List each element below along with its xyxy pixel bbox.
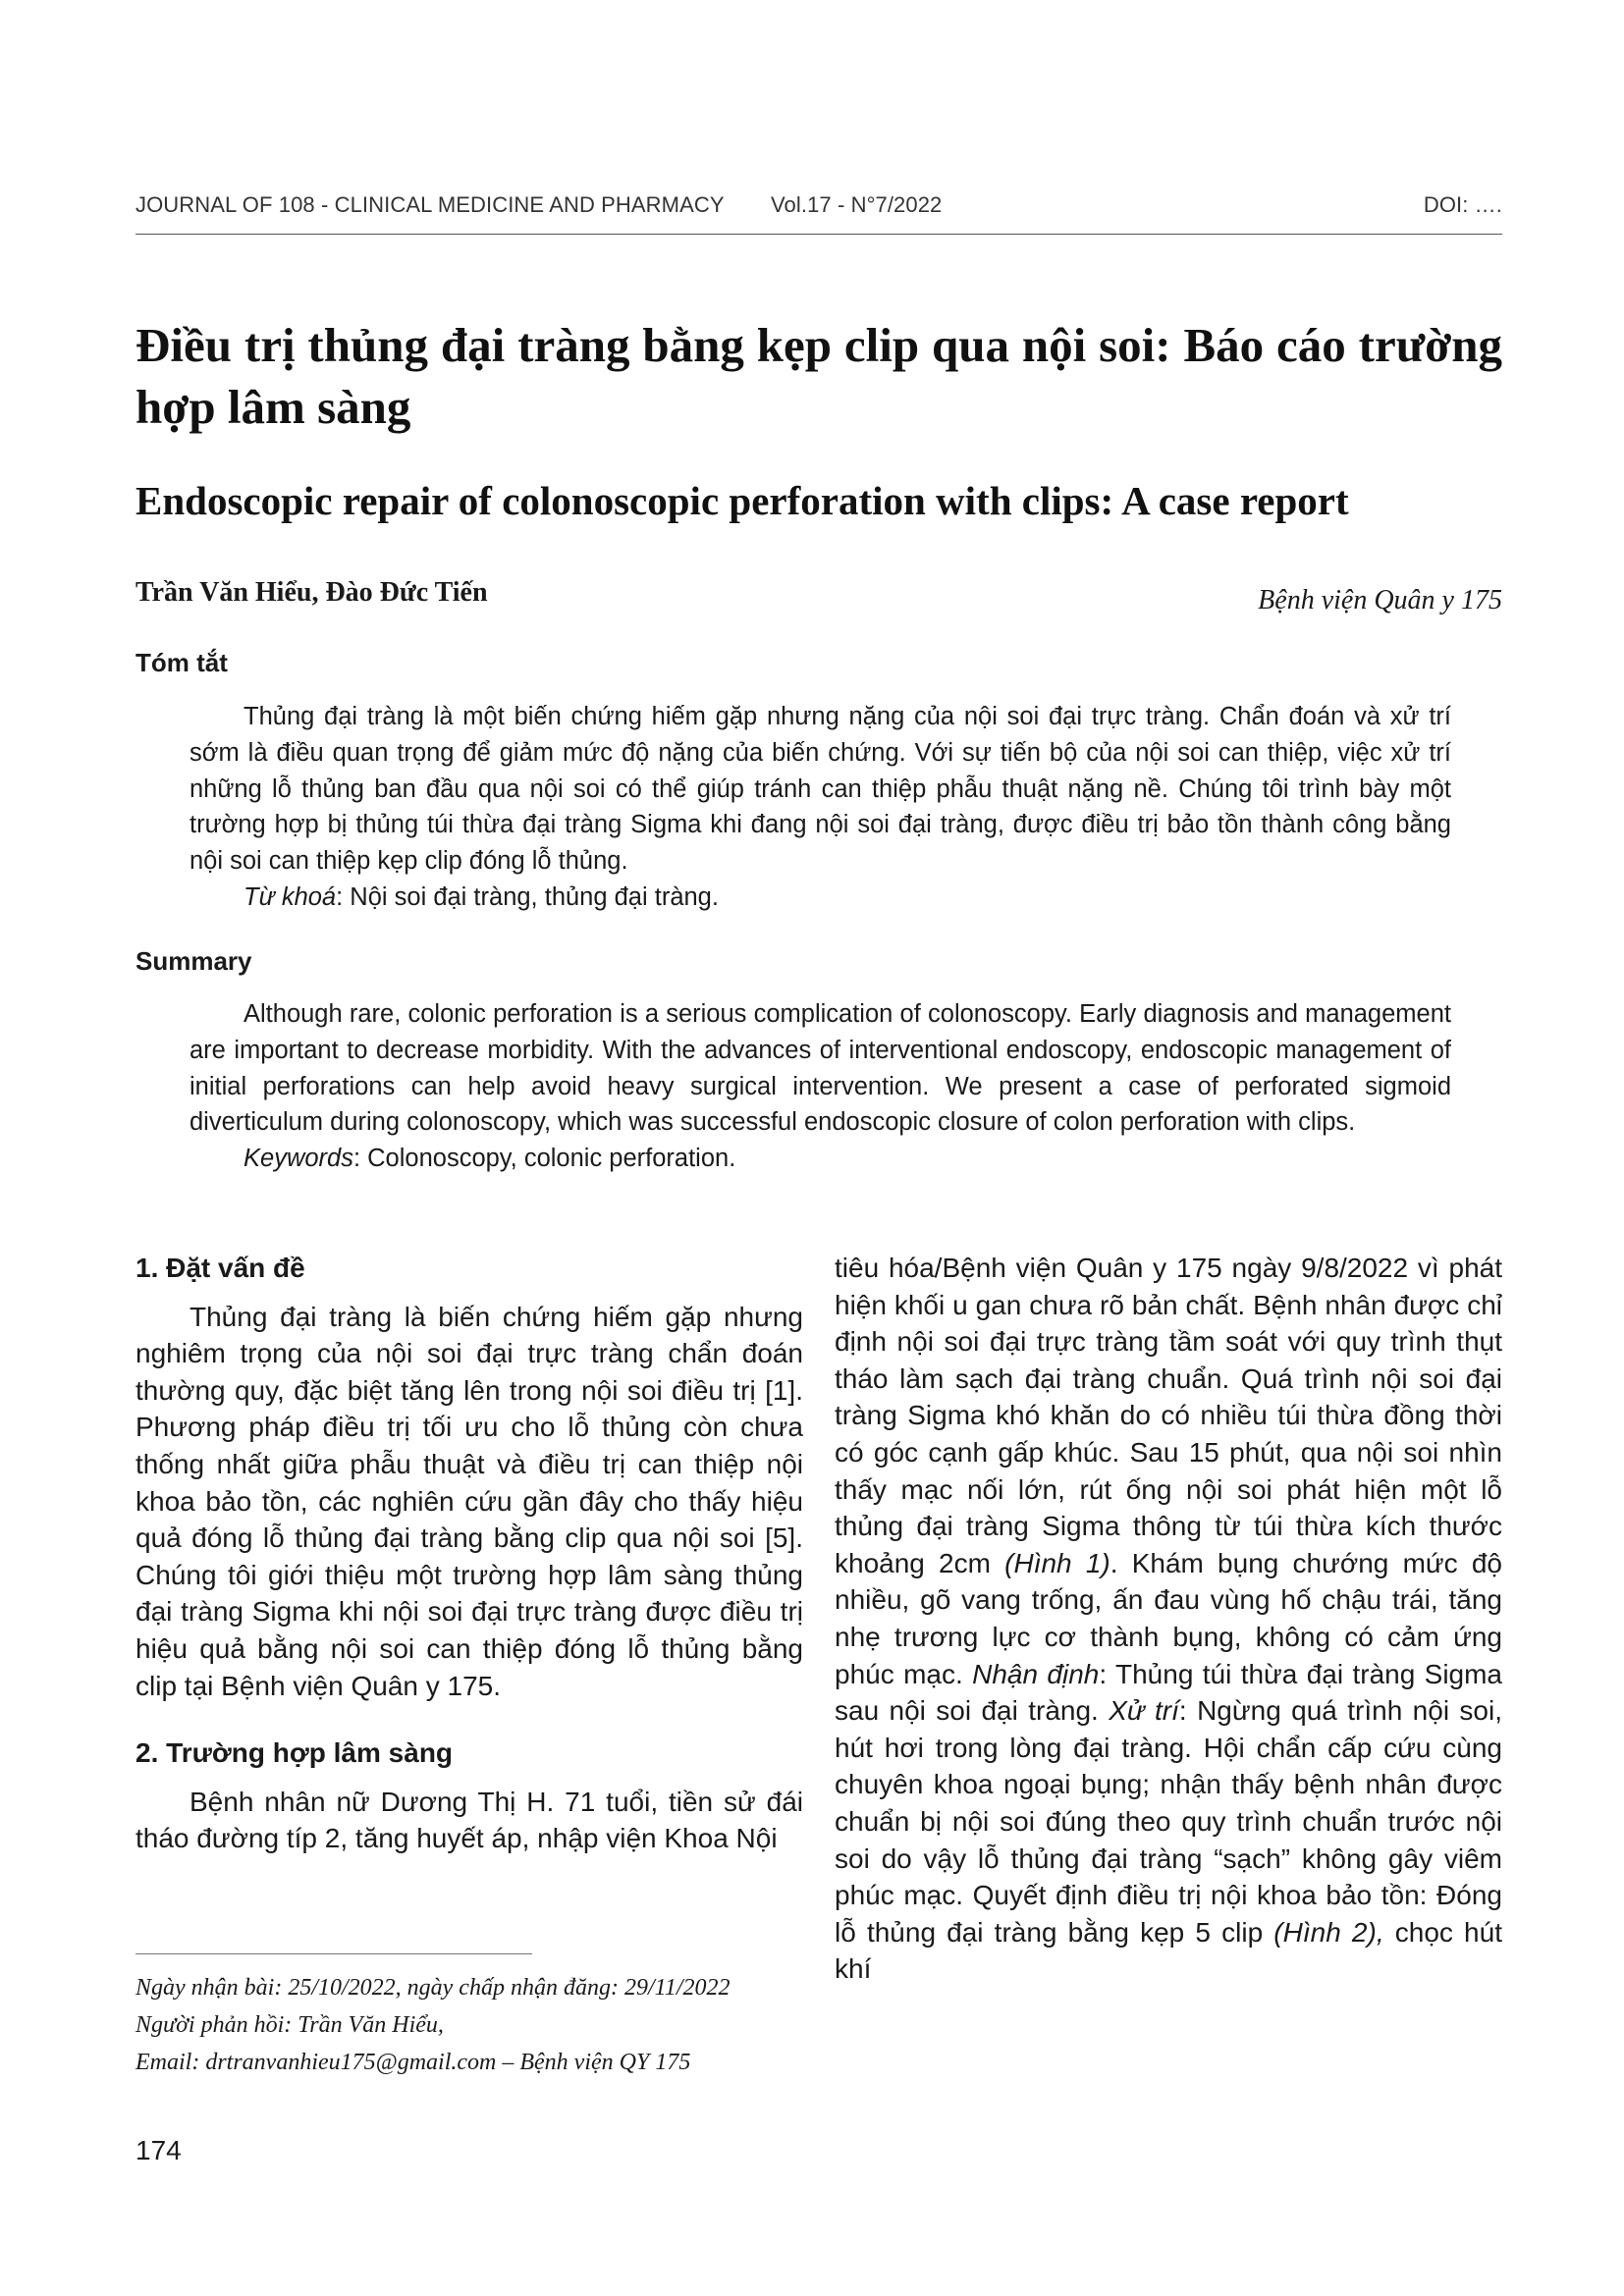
summary-text: Although rare, colonic perforation is a serious complication of colonoscopy. Early diagnosis and management are important to decrease morbidity. With the advances of interventional endoscopy, endoscopic management of initial perforations can help avoid heavy surgical intervention. We present a case of perforated sigmoid diverticulum during colonoscopy, which was successful endoscopic closure of colon perforation with clips.	[189, 1000, 1451, 1137]
section-1-text: Thủng đại tràng là biến chứng hiếm gặp nhưng nghiêm trọng của nội soi đại trực tràng chẩn đoán thường quy, đặc biệt tăng lên trong nội soi điều trị [1]. Phương pháp điều trị tối ưu cho lỗ thủng còn chưa thống nhất giữa phẫu thuật và điều trị can thiệp nội khoa bảo tồn, các nghiên cứu gần đây cho thấy hiệu quả đóng lỗ thủng đại tràng bằng clip qua nội soi [5]. Chúng tôi giới thiệu một trường hợp lâm sàng thủng đại tràng Sigma khi nội soi đại trực tràng được điều trị hiệu quả bằng nội soi can thiệp đóng lỗ thủng bằng clip tại Bệnh viện Quân y 175.	[135, 1301, 803, 1701]
doi-label: DOI: ….	[1423, 192, 1502, 217]
keywords-label: Keywords	[244, 1145, 353, 1173]
case-text-part: : Thủng túi thừa đại tràng Sigma sau nội soi đại tràng.	[835, 1658, 1503, 1727]
section-1-heading: 1. Đặt vấn đề	[135, 1253, 305, 1283]
case-text-part: : Ngừng quá trình nội soi, hút hơi trong lòng đại tràng. Hội chẩn cấp cứu cùng chuyên khoa ngoại bụng; nhận thấy bệnh nhân được chuẩn bị nội soi đúng theo quy trình chuẩn trước nội soi do vậy lỗ thủng đại tràng “sạch” không gây viêm phúc mạc. Quyết định điều trị nội khoa bảo tồn: Đóng lỗ thủng đại tràng bằng kẹp 5 clip	[835, 1695, 1503, 1948]
footnote-divider	[135, 1953, 532, 1954]
article-title-vietnamese: Điều trị thủng đại tràng bằng kẹp clip qua nội soi: Báo cáo trường hợp lâm sàng	[135, 318, 1502, 434]
abstract-heading: Tóm tắt	[135, 648, 228, 677]
footnotes	[135, 1969, 803, 2081]
abstract-section	[189, 699, 1451, 916]
author-list: Trần Văn Hiểu, Đào Đức Tiến	[135, 577, 488, 608]
keywords-label: Từ khoá	[244, 882, 337, 911]
figure-1-reference[interactable]: (Hình 1)	[1004, 1547, 1110, 1578]
abstract-text: Thủng đại tràng là một biến chứng hiếm gặp nhưng nặng của nội soi đại trực tràng. Chẩn đoán và xử trí sớm là điều quan trọng để giảm mức độ nặng của biến chứng. Với sự tiến bộ của nội soi can thiệp, việc xử trí những lỗ thủng ban đầu qua nội soi có thể giúp tránh can thiệp phẫu thuật nặng nề. Chúng tôi trình bày một trường hợp bị thủng túi thừa đại tràng Sigma khi đang nội soi đại tràng, được điều trị bảo tồn thành công bằng nội soi can thiệp kẹp clip đóng lỗ thủng.	[189, 703, 1451, 876]
section-2-text-left: Bệnh nhân nữ Dương Thị H. 71 tuổi, tiền sử đái tháo đường típ 2, tăng huyết áp, nhập viện Khoa Nội	[135, 1786, 803, 1854]
case-text-part: chọc hút khí	[835, 1916, 1502, 1985]
article-title-english: Endoscopic repair of colonoscopic perforation with clips: A case report	[135, 478, 1349, 523]
figure-2-reference[interactable]: (Hình 2),	[1273, 1916, 1384, 1948]
running-header	[135, 192, 1502, 232]
page-number: 174	[135, 2135, 182, 2165]
assessment-label: Nhận định	[972, 1658, 1100, 1689]
left-column	[135, 1250, 803, 1857]
author-affiliation: Bệnh viện Quân y 175	[1258, 585, 1502, 615]
abstract-keywords	[189, 880, 1451, 916]
management-label: Xử trí	[1109, 1695, 1179, 1727]
summary-heading: Summary	[135, 946, 252, 976]
summary-section	[189, 996, 1451, 1177]
keywords-text: : Nội soi đại tràng, thủng đại tràng.	[336, 882, 719, 911]
journal-volume: Vol.17 - N°7/2022	[771, 192, 943, 217]
keywords-text: : Colonoscopy, colonic perforation.	[352, 1145, 736, 1173]
received-date: Ngày nhận bài: 25/10/2022, ngày chấp nhận đăng: 29/11/2022	[135, 1975, 731, 2001]
section-2-text-right	[835, 1250, 1502, 1988]
summary-keywords	[189, 1141, 1451, 1177]
section-2-heading: 2. Trường hợp lâm sàng	[135, 1737, 454, 1769]
journal-name: JOURNAL OF 108 - CLINICAL MEDICINE AND PHARMACY	[135, 192, 725, 217]
corresponding-author: Người phản hồi: Trần Văn Hiểu,	[135, 2012, 444, 2038]
right-column	[835, 1250, 1502, 1988]
header-divider	[135, 234, 1502, 235]
case-text-part: . Khám bụng chướng mức độ nhiều, gõ vang trống, ấn đau vùng hố chậu trái, tăng nhẹ trương lực cơ thành bụng, không có cảm ứng phúc mạc.	[835, 1547, 1502, 1689]
case-text-part: tiêu hóa/Bệnh viện Quân y 175 ngày 9/8/2022 vì phát hiện khối u gan chưa rõ bản chất. Bệnh nhân được chỉ định nội soi đại trực tràng tầm soát với quy trình thụt tháo làm sạch đại tràng chuẩn. Quá trình nội soi đại tràng Sigma khó khăn do có nhiều túi thừa đồng thời có góc cạnh gấp khúc. Sau 15 phút, qua nội soi nhìn thấy mạc nối lớn, rút ống nội soi phát hiện một lỗ thủng đại tràng Sigma thông từ túi thừa kích thước khoảng 2cm	[835, 1253, 1502, 1578]
contact-email[interactable]: Email: drtranvanhieu175@gmail.com – Bệnh viện QY 175	[135, 2050, 691, 2075]
